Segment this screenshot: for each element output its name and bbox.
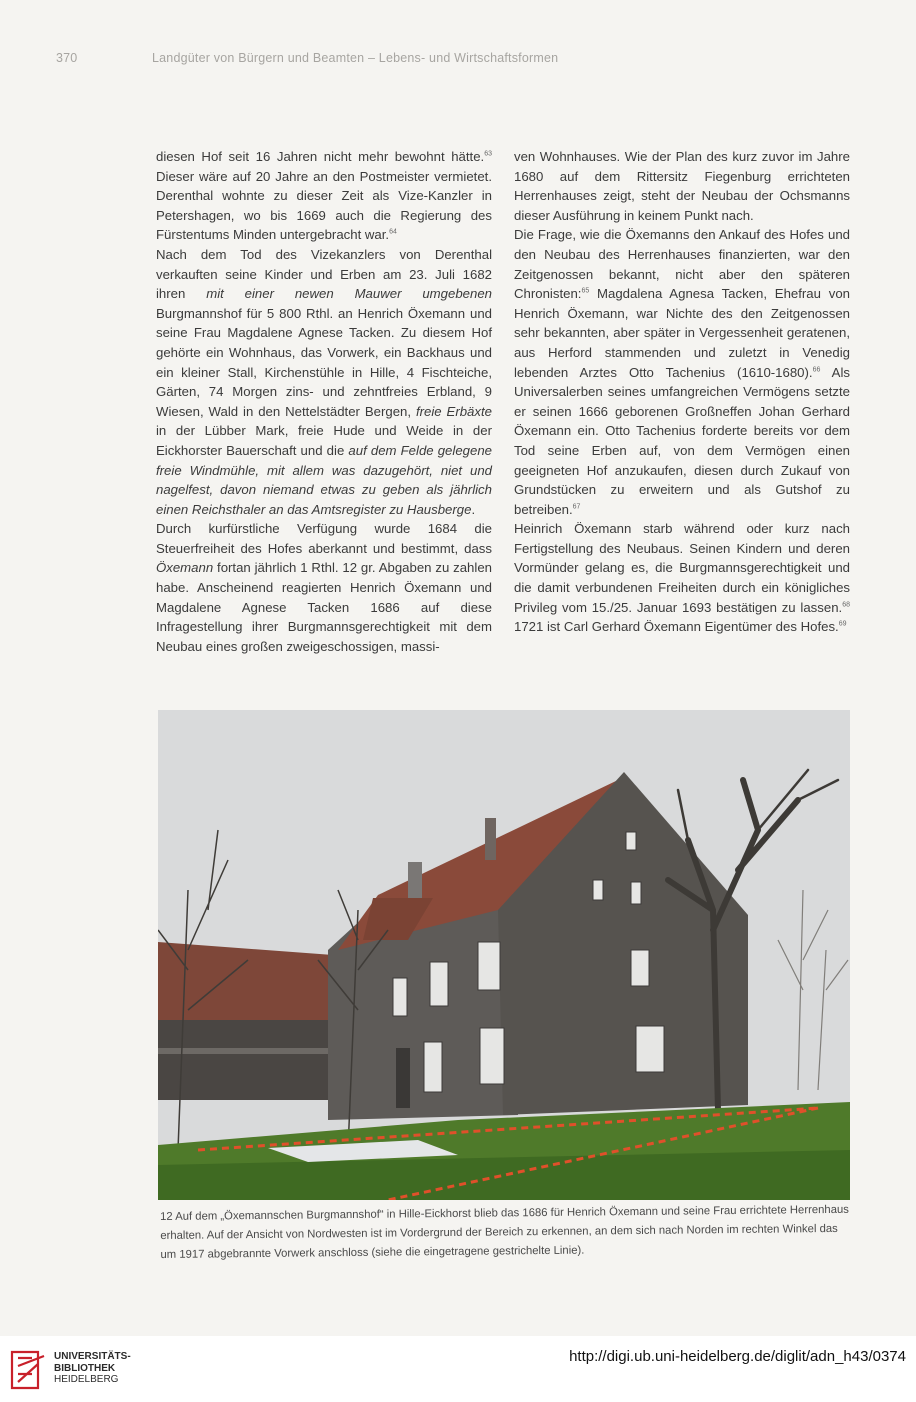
- text-column-right: [514, 147, 850, 637]
- footnote-ref[interactable]: 63: [484, 150, 492, 158]
- paragraph: Nach dem Tod des Vizekanzlers von Derenthal verkauften seine Kinder und Erben am 23. Juli 1682 ihren mit einer newen Mauwer umgebenen Burgmannshof für 5 800 Rthl. an Henrich Öxemann und seine Frau Magdalene Agnese Tacken. Zu diesem Hof gehörte ein Wohnhaus, das Vorwerk, ein Backhaus und ein kleiner Stall, Kirchenstühle in Hille, 4 Fischteiche, Gärten, 74 Morgen zins- und zehntfreies Erbland, 9 Wiesen, Wald in den Nettelstädter Bergen, freie Erbäxte in der Lübber Mark, freie Hude und Weide in der Eickhorster Bauerschaft und die auf dem Felde gelegene freie Windmühle, mit allem was dazugehört, niet und nagelfest, davon niemand etwas zu geben als jährlich einen Reichsthaler an das Amtsregister zu Hausberge.: [156, 246, 492, 517]
- paragraph: Heinrich Öxemann starb während oder kurz nach Fertigstellung des Neubaus. Seinen Kindern und deren Vormünder gelang es, die Burgmannsgerechtigkeit und die damit verbundenen Freiheiten durch ein königliches Privileg vom 15./25. Januar 1693 bestätigen zu lassen.$^{68}$ 1721 ist Carl Gerhard Öxemann Eigentümer des Hofes.$^{69}$: [514, 521, 850, 635]
- footnote-ref[interactable]: 68: [842, 601, 850, 609]
- footnote-ref[interactable]: 64: [389, 228, 397, 236]
- running-title: Landgüter von Bürgern und Beamten – Lebens- und Wirtschaftsformen: [152, 51, 559, 65]
- source-url-link[interactable]: http://digi.ub.uni-heidelberg.de/diglit/adn_h43/0374: [569, 1348, 906, 1365]
- paragraph: Durch kurfürstliche Verfügung wurde 1684 die Steuerfreiheit des Hofes aberkannt und bestimmt, dass Öxemann fortan jährlich 1 Rthl. 12 gr. Abgaben zu zahlen habe. Anscheinend reagierten Henrich Öxemann und Magdalene Agnese Tacken 1686 auf diese Infragestellung ihrer Burgmannsgerechtigkeit mit dem Neubau eines großen zweigeschossigen, massi-: [156, 521, 492, 654]
- footnote-ref[interactable]: 67: [572, 503, 581, 511]
- paragraph: diesen Hof seit 16 Jahren nicht mehr bewohnt hätte.$^{63}$ Dieser wäre auf 20 Jahre an den Postmeister vermietet. Derenthal wohnte zu dieser Zeit als Vize-Kanzler in Petershagen, wo bis 1669 auch die Regierung des Fürstentums Minden untergebracht war.$^{64}$: [156, 149, 492, 243]
- page-number: 370: [56, 51, 78, 65]
- footnote-ref[interactable]: 69: [838, 620, 847, 628]
- library-footer: [0, 1336, 916, 1402]
- footnote-ref[interactable]: 66: [812, 366, 821, 374]
- footnote-ref[interactable]: 65: [581, 287, 590, 295]
- text-column-left: [156, 147, 492, 656]
- library-name: UNIVERSITÄTS- BIBLIOTHEK HEIDELBERG: [54, 1351, 131, 1385]
- library-logo-icon: [8, 1344, 48, 1394]
- figure-caption: 12 Auf dem „Öxemannschen Burgmannshof“ in Hille-Eickhorst blieb das 1686 für Henrich Öxemann und seine Frau errichtete Herrenhaus erhalten. Auf der Ansicht von Nordwesten ist im Vordergrund der Bereich zu erkennen, an dem sich nach Norden im rechten Winkel das um 1917 abgebrannte Vorwerk anschloss (siehe die eingetragene gestrichelte Linie).: [160, 1203, 849, 1261]
- figure-photo-manor-house: [158, 710, 850, 1200]
- paragraph: Die Frage, wie die Öxemanns den Ankauf des Hofes und den Neubau des Herrenhauses finanzierten, war den Zeitgenossen bekannt, nicht aber den späteren Chronisten:$^{65}$ Magdalena Agnesa Tacken, Ehefrau von Henrich Öxemann, war Nichte des den Zeitgenossen sehr bekannten, aber später in Vergessenheit geratenen, aus Herford stammenden und zuletzt in Venedig lebenden Arztes Otto Tachenius (1610-1680).$^{66}$ Als Universalerben seines umfangreichen Vermögens setzte er seinen 1666 geborenen Großneffen Johan Gerhard Öxemann ein. Otto Tachenius forderte bereits vor dem Tod seine Erben auf, von dem Vermögen einen geeigneten Hof anzukaufen, diesen durch Zukauf von Grundstücken zu erweitern und als Gutshof zu betreiben.$^{67}$: [514, 227, 850, 517]
- paragraph: ven Wohnhauses. Wie der Plan des kurz zuvor im Jahre 1680 auf dem Rittersitz Fiegenburg errichteten Herrenhauses zeigt, steht der Neubau der Ochsmanns dieser Ausführung in keinem Punkt nach.: [514, 149, 850, 223]
